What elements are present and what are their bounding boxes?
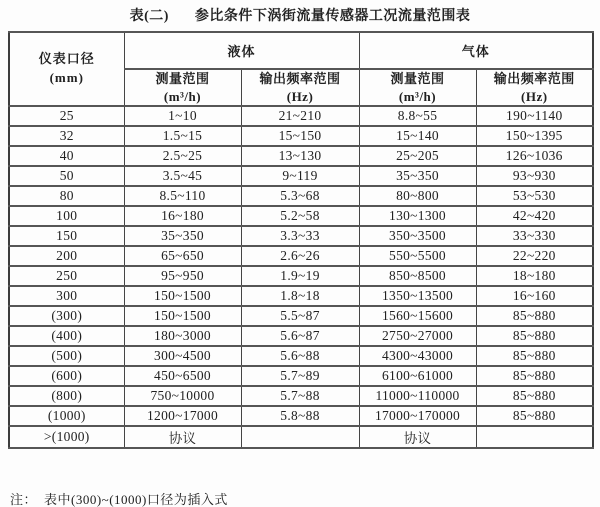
value-cell: 85~880 (476, 306, 593, 326)
value-cell: 35~350 (359, 166, 476, 186)
header-liquid-freq-range (241, 69, 359, 106)
table-row (9, 306, 593, 326)
value-cell: 3.3~33 (241, 226, 359, 246)
header-liquid-measure-range (124, 69, 241, 106)
value-cell: 5.7~88 (241, 386, 359, 406)
table-row (9, 266, 593, 286)
value-cell: 150~1500 (124, 306, 241, 326)
diameter-cell: (300) (9, 306, 124, 326)
value-cell: 4300~43000 (359, 346, 476, 366)
diameter-cell: 50 (9, 166, 124, 186)
diameter-cell: 300 (9, 286, 124, 306)
diameter-cell: 40 (9, 146, 124, 166)
freq-range-label: 输出频率范围 (259, 71, 341, 86)
measure-range-unit: (m³/h) (398, 88, 437, 104)
table-row (9, 146, 593, 166)
diameter-cell: 32 (9, 126, 124, 146)
diameter-cell: (800) (9, 386, 124, 406)
table-row (9, 246, 593, 266)
value-cell: 6100~61000 (359, 366, 476, 386)
table-number: 表(二) (129, 9, 169, 24)
diameter-cell: 25 (9, 106, 124, 126)
value-cell: 5.2~58 (241, 206, 359, 226)
value-cell: 95~950 (124, 266, 241, 286)
value-cell: 1.8~18 (241, 286, 359, 306)
value-cell: 1.9~19 (241, 266, 359, 286)
value-cell: 25~205 (359, 146, 476, 166)
measure-range-label: 测量范围 (155, 71, 210, 86)
freq-range-label: 输出频率范围 (493, 71, 575, 86)
value-cell: 11000~110000 (359, 386, 476, 406)
flow-range-table (8, 31, 594, 449)
value-cell: 5.7~89 (241, 366, 359, 386)
diameter-cell: 100 (9, 206, 124, 226)
diameter-cell: 80 (9, 186, 124, 206)
value-cell: 16~160 (476, 286, 593, 306)
value-cell: 850~8500 (359, 266, 476, 286)
value-cell: 5.5~87 (241, 306, 359, 326)
value-cell (241, 426, 359, 448)
diameter-cell: (400) (9, 326, 124, 346)
value-cell: 42~420 (476, 206, 593, 226)
value-cell: 53~530 (476, 186, 593, 206)
value-cell: 2.6~26 (241, 246, 359, 266)
table-row (9, 406, 593, 426)
value-cell: 150~1500 (124, 286, 241, 306)
value-cell: 1350~13500 (359, 286, 476, 306)
diameter-cell: 150 (9, 226, 124, 246)
value-cell: 1.5~15 (124, 126, 241, 146)
value-cell: 15~150 (241, 126, 359, 146)
value-cell: 1200~17000 (124, 406, 241, 426)
value-cell: 2.5~25 (124, 146, 241, 166)
value-cell: 13~130 (241, 146, 359, 166)
value-cell: 协议 (359, 426, 476, 448)
value-cell: 130~1300 (359, 206, 476, 226)
value-cell: 300~4500 (124, 346, 241, 366)
freq-range-unit: (Hz) (286, 88, 314, 104)
table-title (0, 5, 600, 25)
value-cell: 180~3000 (124, 326, 241, 346)
header-gas-measure-range (359, 69, 476, 106)
value-cell: 190~1140 (476, 106, 593, 126)
value-cell: 85~880 (476, 406, 593, 426)
value-cell: 750~10000 (124, 386, 241, 406)
diameter-cell: (500) (9, 346, 124, 366)
value-cell: 8.8~55 (359, 106, 476, 126)
value-cell (476, 426, 593, 448)
header-gas-freq-range (476, 69, 593, 106)
value-cell: 85~880 (476, 386, 593, 406)
value-cell: 15~140 (359, 126, 476, 146)
value-cell: 9~119 (241, 166, 359, 186)
value-cell: 协议 (124, 426, 241, 448)
diameter-cell: (1000) (9, 406, 124, 426)
header-diameter-label: 仪表口径 (38, 51, 95, 67)
value-cell: 35~350 (124, 226, 241, 246)
table-row (9, 326, 593, 346)
freq-range-unit: (Hz) (521, 88, 548, 104)
diameter-cell: 200 (9, 246, 124, 266)
value-cell: 5.3~68 (241, 186, 359, 206)
table-row (9, 366, 593, 386)
value-cell: 5.8~88 (241, 406, 359, 426)
diameter-cell: >(1000) (9, 426, 124, 448)
value-cell: 18~180 (476, 266, 593, 286)
value-cell: 80~800 (359, 186, 476, 206)
value-cell: 85~880 (476, 346, 593, 366)
diameter-cell: (600) (9, 366, 124, 386)
measure-range-unit: (m³/h) (163, 88, 202, 104)
value-cell: 1560~15600 (359, 306, 476, 326)
value-cell: 5.6~88 (241, 346, 359, 366)
header-liquid-group: 液体 (124, 32, 359, 69)
header-diameter-unit: (mm) (49, 70, 84, 86)
table-row (9, 186, 593, 206)
value-cell: 33~330 (476, 226, 593, 246)
table-row (9, 386, 593, 406)
table-row (9, 426, 593, 448)
value-cell: 65~650 (124, 246, 241, 266)
value-cell: 1~10 (124, 106, 241, 126)
value-cell: 550~5500 (359, 246, 476, 266)
measure-range-label: 测量范围 (390, 71, 445, 86)
value-cell: 22~220 (476, 246, 593, 266)
value-cell: 5.6~87 (241, 326, 359, 346)
footnote-text: 表中(300)~(1000)口径为插入式 (44, 492, 228, 507)
value-cell: 450~6500 (124, 366, 241, 386)
value-cell: 16~180 (124, 206, 241, 226)
value-cell: 8.5~110 (124, 186, 241, 206)
value-cell: 85~880 (476, 326, 593, 346)
table-row (9, 106, 593, 126)
value-cell: 21~210 (241, 106, 359, 126)
table-row (9, 206, 593, 226)
table-row (9, 226, 593, 246)
footnote-label: 注： (10, 492, 38, 507)
table-body (9, 106, 593, 448)
value-cell: 126~1036 (476, 146, 593, 166)
table-caption: 参比条件下涡街流量传感器工况流量范围表 (194, 9, 471, 24)
value-cell: 2750~27000 (359, 326, 476, 346)
header-diameter (9, 32, 124, 106)
table-row (9, 346, 593, 366)
value-cell: 17000~170000 (359, 406, 476, 426)
value-cell: 350~3500 (359, 226, 476, 246)
value-cell: 150~1395 (476, 126, 593, 146)
header-row-groups (9, 32, 593, 69)
value-cell: 93~930 (476, 166, 593, 186)
table-row (9, 126, 593, 146)
value-cell: 3.5~45 (124, 166, 241, 186)
value-cell: 85~880 (476, 366, 593, 386)
diameter-cell: 250 (9, 266, 124, 286)
footnote (10, 489, 228, 507)
header-gas-group: 气体 (359, 32, 593, 69)
table-row (9, 286, 593, 306)
table-row (9, 166, 593, 186)
